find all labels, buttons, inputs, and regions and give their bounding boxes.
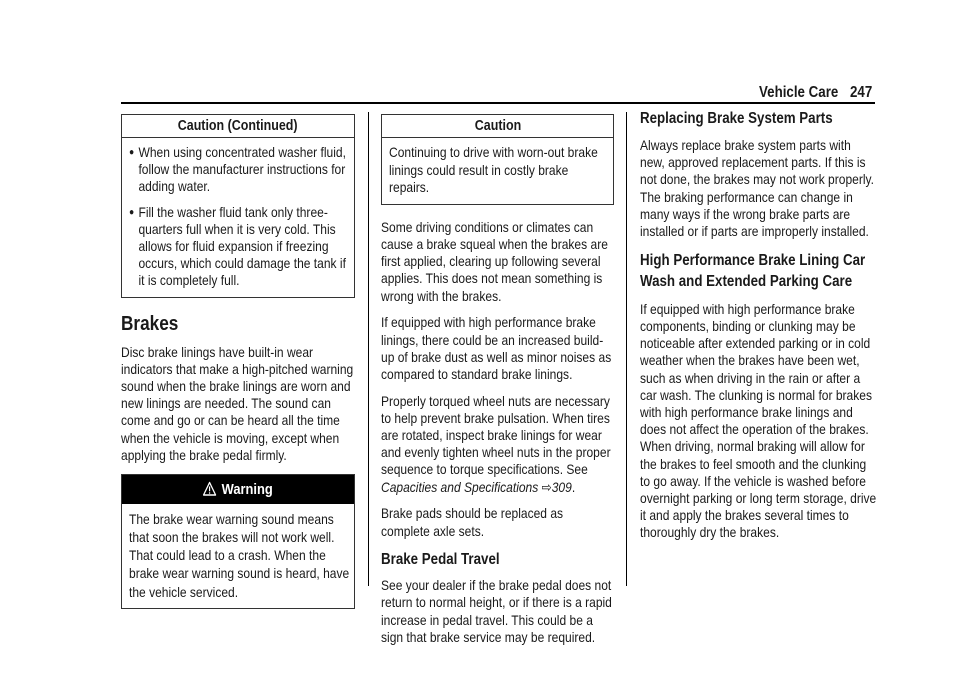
- column-middle: [381, 114, 614, 656]
- bullet-dot-icon: ●: [129, 147, 135, 158]
- warning-triangle-icon: [203, 481, 217, 497]
- subsection-heading: Brake Pedal Travel: [381, 551, 500, 569]
- paragraph: Properly torqued wheel nuts are necessary to help prevent brake pulsation. When tires are rotated, inspect brake linings for wear and evenly tighten wheel nuts in the proper sequence to torque specifications. See Capacities and Specifications ⇨309.: [381, 392, 611, 495]
- caution-bullet: ● Fill the washer fluid tank only three-quarters full when it is very cold. This allows for fluid expansion if freezing occurs, which could damage the tank if it is completely full.: [129, 203, 346, 289]
- caution-text: Continuing to drive with worn-out brake linings could result in costly brake repairs.: [389, 144, 598, 196]
- paragraph: Always replace brake system parts with new, approved replacement parts. If this is not done, the brakes may not work properly. The braking performance can change in many ways if the wrong brake parts are installed or if parts are improperly installed.: [640, 137, 875, 240]
- header-rule: [121, 102, 875, 104]
- paragraph: See your dealer if the brake pedal does not return to normal height, or if there is a rapid increase in pedal travel. This could be a sign that brake service may be required.: [381, 577, 612, 645]
- warning-text: The brake wear warning sound means that soon the brakes will not work well. That could lead to a crash. When the brake wear warning sound is heard, have the vehicle serviced.: [129, 510, 350, 600]
- page-reference-icon: ⇨: [541, 478, 552, 495]
- paragraph: Some driving conditions or climates can cause a brake squeal when the brakes are first applied, clearing up following several applies. This does not mean something is wrong with the brakes.: [381, 218, 608, 304]
- caution-title: Caution: [382, 115, 613, 138]
- section-heading: Brakes: [121, 312, 179, 335]
- paragraph: If equipped with high performance brake components, binding or clunking may be noticeable after extended parking or in cold weather when the brakes have been wet, such as when driving in the rain or after a car wash. The clunking is normal for brakes with high performance brake linings and does not affect the operation of the brakes. When driving, normal braking will allow for the brakes to feel smooth and the clunking to go away. If the vehicle is washed before overnight parking or long term storage, drive it and apply the brakes several times to thoroughly dry the brakes.: [640, 300, 877, 541]
- caution-continued-title: Caution (Continued): [122, 115, 354, 138]
- caution-continued-box: [121, 114, 355, 298]
- column-divider: [626, 112, 627, 586]
- subsection-heading: Replacing Brake System Parts: [640, 110, 833, 127]
- column-left: [121, 114, 355, 609]
- column-right: [640, 108, 876, 551]
- page-number: 247: [850, 84, 873, 101]
- page-reference[interactable]: 309: [551, 478, 572, 495]
- subsection-heading: High Performance Brake Lining Car Wash and Extended Parking Care: [640, 251, 866, 291]
- paragraph: Brake pads should be replaced as complete axle sets.: [381, 505, 564, 539]
- section-title: Vehicle Care: [759, 84, 839, 101]
- column-divider: [368, 112, 369, 586]
- paragraph: If equipped with high performance brake linings, there could be an increased build-up of brake dust as well as minor noises as compared to standard brake linings.: [381, 314, 612, 382]
- caution-box: [381, 114, 614, 205]
- bullet-dot-icon: ●: [129, 206, 135, 218]
- warning-box: [121, 474, 355, 609]
- caution-bullet: ● When using concentrated washer fluid, follow the manufacturer instructions for adding water.: [129, 144, 346, 195]
- cross-reference-link[interactable]: Capacities and Specifications: [381, 478, 539, 495]
- warning-title-bar: Warning: [122, 475, 354, 504]
- paragraph: Disc brake linings have built-in wear indicators that make a high-pitched warning sound when the brake linings are worn and new linings are needed. The sound can come and go or can be heard all the time when the vehicle is moving, except when applying the brake pedal firmly.: [121, 343, 354, 463]
